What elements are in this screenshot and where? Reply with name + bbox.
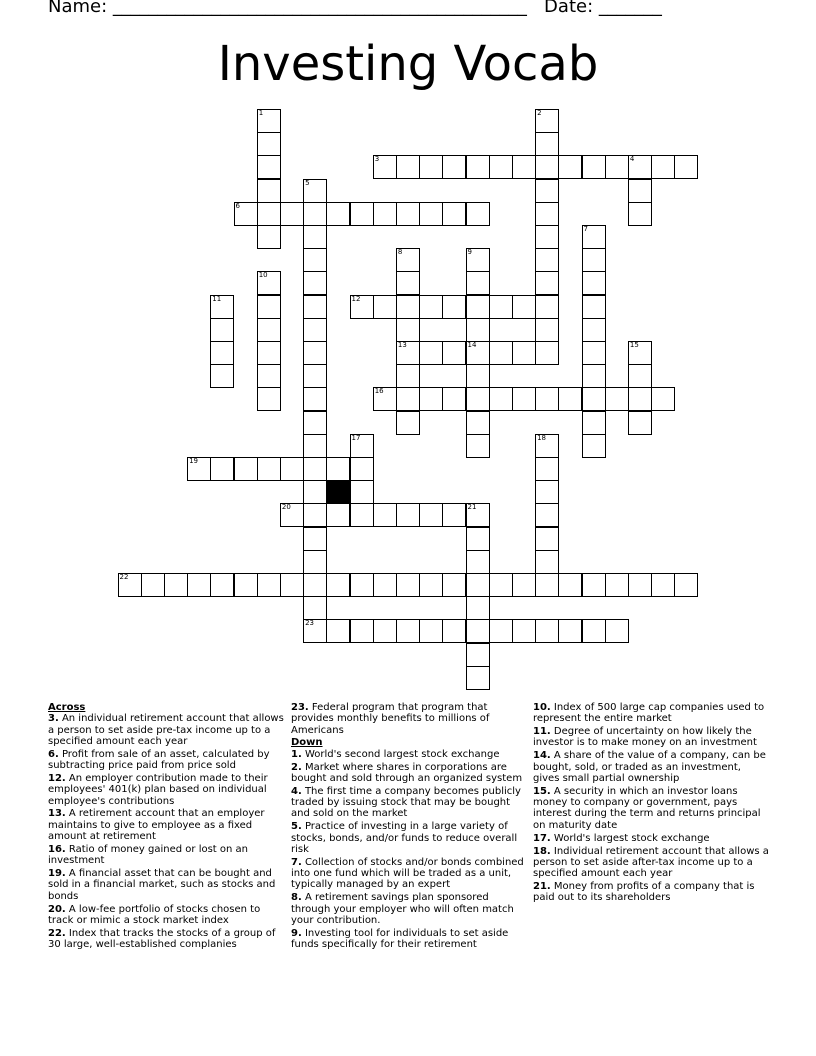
clue-item [48, 713, 284, 747]
clue-number: 8. [291, 892, 302, 904]
grid-cell[interactable] [396, 411, 420, 435]
clue-number: 23. [291, 702, 309, 713]
grid-cell[interactable] [419, 155, 443, 179]
grid-cell[interactable] [326, 202, 350, 226]
grid-cell[interactable] [350, 619, 374, 643]
grid-cell[interactable] [303, 341, 327, 365]
clue-text: Index that tracks the stocks of a group of 30 large, well-established complanies [48, 927, 276, 951]
grid-cell[interactable] [535, 132, 559, 156]
grid-cell[interactable] [210, 341, 234, 365]
grid-cell[interactable] [582, 248, 606, 272]
grid-cell[interactable] [303, 457, 327, 481]
clue-text: Profit from sale of an asset, calculated by subtracting price paid from price sold [48, 748, 270, 772]
black-grid-cell [326, 480, 350, 504]
grid-cell[interactable] [419, 503, 443, 527]
grid-cell[interactable] [489, 619, 513, 643]
clue-item [291, 749, 527, 760]
clue-text: An individual retirement account that allows a person to set aside pre-tax income up to a specified amount each year [48, 713, 284, 747]
grid-cell[interactable] [396, 202, 420, 226]
grid-cell[interactable] [466, 596, 490, 620]
grid-cell[interactable] [558, 573, 582, 597]
grid-cell[interactable] [466, 295, 490, 319]
down-clue-list-continued [533, 702, 769, 904]
clue-number-4: 4 [629, 155, 635, 164]
clue-item [533, 750, 769, 784]
grid-cell[interactable] [535, 480, 559, 504]
grid-cell[interactable] [396, 573, 420, 597]
grid-cell[interactable] [303, 573, 327, 597]
grid-cell[interactable] [582, 619, 606, 643]
grid-cell[interactable] [257, 225, 281, 249]
clue-number: 13. [48, 808, 66, 820]
clue-item [291, 892, 527, 926]
grid-cell[interactable] [582, 225, 606, 249]
grid-cell[interactable] [535, 527, 559, 551]
clue-item [48, 844, 284, 867]
grid-cell[interactable] [303, 202, 327, 226]
grid-cell[interactable] [582, 364, 606, 388]
clue-item [291, 702, 527, 736]
grid-cell[interactable] [558, 155, 582, 179]
grid-cell[interactable] [396, 155, 420, 179]
grid-cell[interactable] [628, 364, 652, 388]
clue-number: 14. [533, 750, 551, 762]
clue-text: World's largest stock exchange [550, 832, 710, 844]
grid-cell[interactable] [373, 503, 397, 527]
grid-cell[interactable] [466, 341, 490, 365]
grid-cell[interactable] [303, 387, 327, 411]
grid-cell[interactable] [466, 411, 490, 435]
grid-cell[interactable] [535, 387, 559, 411]
grid-cell[interactable] [605, 387, 629, 411]
grid-cell[interactable] [628, 573, 652, 597]
grid-cell[interactable] [396, 318, 420, 342]
grid-cell[interactable] [326, 503, 350, 527]
clue-number-23: 23 [305, 619, 315, 628]
grid-cell[interactable] [303, 503, 327, 527]
clue-item [291, 786, 527, 820]
grid-cell[interactable] [442, 573, 466, 597]
grid-cell[interactable] [419, 202, 443, 226]
grid-cell[interactable] [466, 503, 490, 527]
grid-cell[interactable] [350, 573, 374, 597]
grid-cell[interactable] [466, 434, 490, 458]
grid-cell[interactable] [303, 619, 327, 643]
grid-cell[interactable] [582, 295, 606, 319]
grid-cell[interactable] [257, 271, 281, 295]
grid-cell[interactable] [303, 295, 327, 319]
grid-cell[interactable] [303, 411, 327, 435]
clues-column-3 [533, 702, 769, 905]
grid-cell[interactable] [605, 573, 629, 597]
clue-text: Federal program that program that provides monthly benefits to millions of Americans [291, 702, 490, 736]
grid-cell[interactable] [326, 573, 350, 597]
clue-item [291, 821, 527, 855]
clue-number-5: 5 [305, 178, 310, 187]
clue-number: 9. [291, 927, 302, 939]
grid-cell[interactable] [257, 387, 281, 411]
grid-cell[interactable] [535, 318, 559, 342]
clue-number: 2. [291, 761, 302, 773]
clue-number-16: 16 [374, 387, 384, 396]
grid-cell[interactable] [350, 202, 374, 226]
grid-cell[interactable] [118, 573, 142, 597]
clues-column-1 [48, 702, 284, 952]
grid-cell[interactable] [303, 248, 327, 272]
grid-cell[interactable] [303, 434, 327, 458]
grid-cell[interactable] [535, 179, 559, 203]
grid-cell[interactable] [535, 503, 559, 527]
grid-cell[interactable] [210, 318, 234, 342]
grid-cell[interactable] [257, 132, 281, 156]
clue-text: Money from profits of a company that is paid out to its shareholders [533, 881, 755, 904]
grid-cell[interactable] [257, 109, 281, 133]
grid-cell[interactable] [489, 387, 513, 411]
grid-cell[interactable] [582, 387, 606, 411]
clue-number-20: 20 [281, 503, 291, 512]
clues-column-2 [291, 702, 527, 952]
grid-cell[interactable] [582, 411, 606, 435]
grid-cell[interactable] [535, 295, 559, 319]
clue-text: Practice of investing in a large variety of stocks, bonds, and/or funds to reduce overall risk [291, 821, 518, 855]
clue-number-15: 15 [629, 341, 639, 349]
grid-cell[interactable] [651, 573, 675, 597]
grid-cell[interactable] [535, 109, 559, 133]
grid-cell[interactable] [489, 295, 513, 319]
clue-number: 18. [533, 845, 551, 857]
grid-cell[interactable] [257, 573, 281, 597]
grid-cell[interactable] [582, 318, 606, 342]
grid-cell[interactable] [419, 295, 443, 319]
clue-item [533, 846, 769, 880]
grid-cell[interactable] [582, 573, 606, 597]
grid-cell[interactable] [442, 295, 466, 319]
grid-cell[interactable] [535, 550, 559, 574]
across-clue-list-continued [291, 702, 527, 736]
clue-item [533, 881, 769, 904]
clue-text: A share of the value of a company, can be bought, sold, or traded as an investment, gives small partial ownership [533, 750, 766, 784]
grid-cell[interactable] [373, 295, 397, 319]
grid-cell[interactable] [535, 202, 559, 226]
clue-number: 20. [48, 903, 66, 915]
grid-cell[interactable] [373, 202, 397, 226]
grid-cell[interactable] [466, 364, 490, 388]
grid-cell[interactable] [396, 341, 420, 365]
grid-cell[interactable] [466, 619, 490, 643]
clue-number-7: 7 [583, 225, 588, 233]
grid-cell[interactable] [303, 527, 327, 551]
clue-number: 5. [291, 821, 302, 833]
grid-cell[interactable] [674, 155, 698, 179]
grid-cell[interactable] [303, 596, 327, 620]
clue-number-19: 19 [189, 457, 199, 465]
grid-cell[interactable] [582, 271, 606, 295]
clue-number-14: 14 [467, 341, 477, 349]
grid-cell[interactable] [512, 387, 536, 411]
grid-cell[interactable] [303, 364, 327, 388]
clue-number: 3. [48, 713, 59, 725]
clue-number-21: 21 [467, 503, 477, 512]
grid-cell[interactable] [466, 527, 490, 551]
grid-cell[interactable] [257, 457, 281, 481]
clue-number: 15. [533, 785, 551, 797]
grid-cell[interactable] [280, 573, 304, 597]
clue-text: A retirement account that an employer maintains to give to employee as a fixed amount at retirement [48, 808, 265, 843]
clue-item [48, 928, 284, 951]
grid-cell[interactable] [535, 225, 559, 249]
clue-number: 16. [48, 843, 66, 855]
clue-text: Investing tool for individuals to set aside funds specifically for their retirement [291, 927, 509, 951]
grid-cell[interactable] [535, 573, 559, 597]
grid-cell[interactable] [442, 202, 466, 226]
clue-text: Market where shares in corporations are bought and sold through an organized system [291, 761, 523, 784]
clue-number-18: 18 [537, 433, 547, 442]
grid-cell[interactable] [210, 295, 234, 319]
grid-cell[interactable] [535, 619, 559, 643]
grid-cell[interactable] [466, 271, 490, 295]
clue-text: World's second largest stock exchange [301, 748, 500, 760]
grid-cell[interactable] [234, 457, 258, 481]
grid-cell[interactable] [303, 271, 327, 295]
grid-cell[interactable] [628, 202, 652, 226]
grid-cell[interactable] [442, 341, 466, 365]
grid-cell[interactable] [373, 155, 397, 179]
clue-text: A security in which an investor loans money to company or government, pays interest during the term and returns principal on maturity date [533, 785, 761, 831]
clue-text: Index of 500 large cap companies used to represent the entire market [533, 702, 765, 725]
grid-cell[interactable] [535, 248, 559, 272]
grid-cell[interactable] [582, 434, 606, 458]
grid-cell[interactable] [512, 155, 536, 179]
grid-cell[interactable] [651, 155, 675, 179]
grid-cell[interactable] [466, 573, 490, 597]
grid-cell[interactable] [141, 573, 165, 597]
grid-cell[interactable] [326, 619, 350, 643]
grid-cell[interactable] [466, 550, 490, 574]
grid-cell[interactable] [257, 155, 281, 179]
grid-cell[interactable] [466, 155, 490, 179]
across-heading: Across [48, 702, 86, 713]
grid-cell[interactable] [187, 457, 211, 481]
clue-item [48, 904, 284, 927]
grid-cell[interactable] [628, 387, 652, 411]
grid-cell[interactable] [535, 434, 559, 458]
clue-number: 4. [291, 785, 302, 797]
grid-cell[interactable] [535, 155, 559, 179]
clue-text: Degree of uncertainty on how likely the investor is to make money on an investment [533, 726, 757, 749]
across-clue-list [48, 713, 284, 950]
clue-number-12: 12 [351, 294, 361, 303]
clue-number: 10. [533, 702, 551, 713]
grid-cell[interactable] [466, 643, 490, 667]
grid-cell[interactable] [512, 619, 536, 643]
grid-cell[interactable] [419, 619, 443, 643]
grid-cell[interactable] [350, 295, 374, 319]
grid-cell[interactable] [164, 573, 188, 597]
clue-item [533, 833, 769, 844]
grid-cell[interactable] [628, 411, 652, 435]
grid-cell[interactable] [396, 503, 420, 527]
grid-cell[interactable] [303, 225, 327, 249]
grid-cell[interactable] [257, 202, 281, 226]
clue-number: 6. [48, 748, 59, 760]
grid-cell[interactable] [257, 318, 281, 342]
clue-number-13: 13 [397, 341, 407, 349]
grid-cell[interactable] [350, 503, 374, 527]
clue-item [291, 857, 527, 891]
grid-cell[interactable] [257, 341, 281, 365]
clue-text: An employer contribution made to their employees' 401(k) plan based on individual employee's contributions [48, 772, 268, 807]
grid-cell[interactable] [442, 387, 466, 411]
clue-number-1: 1 [258, 109, 264, 117]
grid-cell[interactable] [303, 179, 327, 203]
grid-cell[interactable] [350, 480, 374, 504]
grid-cell[interactable] [651, 387, 675, 411]
grid-cell[interactable] [187, 573, 211, 597]
grid-cell[interactable] [280, 457, 304, 481]
grid-cell[interactable] [396, 364, 420, 388]
clue-number-8: 8 [397, 248, 403, 257]
grid-cell[interactable] [466, 387, 490, 411]
grid-cell[interactable] [257, 179, 281, 203]
grid-cell[interactable] [489, 573, 513, 597]
grid-cell[interactable] [605, 619, 629, 643]
page-title: Investing Vocab [217, 36, 599, 92]
grid-cell[interactable] [280, 503, 304, 527]
clue-item [48, 749, 284, 772]
clue-item [48, 773, 284, 807]
grid-cell[interactable] [350, 434, 374, 458]
clue-text: Ratio of money gained or lost on an investment [48, 843, 248, 867]
grid-cell[interactable] [489, 341, 513, 365]
clue-number-2: 2 [537, 109, 542, 117]
clue-number: 17. [533, 832, 551, 844]
clue-number-3: 3 [374, 155, 380, 164]
grid-cell[interactable] [466, 666, 490, 690]
grid-cell[interactable] [442, 619, 466, 643]
grid-cell[interactable] [535, 341, 559, 365]
clue-number-10: 10 [258, 271, 268, 280]
grid-cell[interactable] [373, 573, 397, 597]
clue-number: 12. [48, 772, 66, 784]
grid-cell[interactable] [350, 457, 374, 481]
clue-number-17: 17 [351, 433, 361, 442]
clue-text: A financial asset that can be bought and sold in a financial market, such as stocks and bonds [48, 868, 276, 902]
grid-cell[interactable] [396, 295, 420, 319]
grid-cell[interactable] [466, 318, 490, 342]
grid-cell[interactable] [512, 295, 536, 319]
grid-cell[interactable] [326, 457, 350, 481]
grid-cell[interactable] [396, 248, 420, 272]
grid-cell[interactable] [442, 503, 466, 527]
grid-cell[interactable] [396, 271, 420, 295]
grid-cell[interactable] [442, 155, 466, 179]
grid-cell[interactable] [396, 619, 420, 643]
clue-number: 7. [291, 856, 302, 868]
grid-cell[interactable] [558, 387, 582, 411]
clue-number-9: 9 [467, 248, 472, 257]
grid-cell[interactable] [303, 318, 327, 342]
grid-cell[interactable] [373, 619, 397, 643]
clue-number: 21. [533, 881, 551, 893]
clue-number-22: 22 [119, 573, 129, 581]
clue-item [533, 702, 769, 725]
grid-cell[interactable] [535, 271, 559, 295]
clue-item [291, 928, 527, 951]
grid-cell[interactable] [257, 364, 281, 388]
grid-cell[interactable] [489, 155, 513, 179]
clue-item [533, 786, 769, 831]
grid-cell[interactable] [234, 573, 258, 597]
grid-cell[interactable] [210, 457, 234, 481]
down-clue-list [291, 749, 527, 951]
grid-cell[interactable] [234, 202, 258, 226]
grid-cell[interactable] [419, 573, 443, 597]
clue-item [291, 762, 527, 785]
clue-text: A retirement savings plan sponsored through your employer who will often match your contribution. [291, 892, 514, 926]
clue-item [48, 808, 284, 842]
grid-cell[interactable] [373, 387, 397, 411]
clue-number: 19. [48, 868, 66, 880]
grid-cell[interactable] [210, 573, 234, 597]
grid-cell[interactable] [628, 155, 652, 179]
grid-cell[interactable] [582, 155, 606, 179]
clue-text: Collection of stocks and/or bonds combined into one fund which will be traded as a unit, typically managed by an expert [291, 856, 524, 891]
grid-cell[interactable] [582, 341, 606, 365]
grid-cell[interactable] [628, 179, 652, 203]
down-heading: Down [291, 737, 323, 749]
grid-cell[interactable] [674, 573, 698, 597]
grid-cell[interactable] [280, 202, 304, 226]
clue-number: 11. [533, 726, 551, 738]
grid-cell[interactable] [303, 480, 327, 504]
clue-number-6: 6 [235, 201, 240, 210]
grid-cell[interactable] [419, 341, 443, 365]
grid-cell[interactable] [396, 387, 420, 411]
grid-cell[interactable] [419, 387, 443, 411]
grid-cell[interactable] [466, 202, 490, 226]
clue-item [48, 868, 284, 902]
grid-cell[interactable] [605, 155, 629, 179]
grid-cell[interactable] [512, 573, 536, 597]
clue-number: 22. [48, 927, 66, 939]
grid-cell[interactable] [257, 295, 281, 319]
grid-cell[interactable] [512, 341, 536, 365]
clue-number: 1. [291, 748, 302, 760]
grid-cell[interactable] [466, 248, 490, 272]
grid-cell[interactable] [628, 341, 652, 365]
grid-cell[interactable] [303, 550, 327, 574]
name-date-line: Name: ______________________________________________ Date: _______ [48, 0, 662, 17]
clue-text: The first time a company becomes publicly traded by issuing stock that may be bought and sold on the market [291, 785, 521, 820]
clue-text: A low-fee portfolio of stocks chosen to track or mimic a stock market index [48, 903, 261, 926]
clue-text: Individual retirement account that allows a person to set aside after-tax income up to a specified amount each year [533, 845, 769, 880]
clue-item [533, 726, 769, 749]
clue-number-11: 11 [212, 294, 222, 303]
grid-cell[interactable] [210, 364, 234, 388]
grid-cell[interactable] [558, 619, 582, 643]
grid-cell[interactable] [535, 457, 559, 481]
